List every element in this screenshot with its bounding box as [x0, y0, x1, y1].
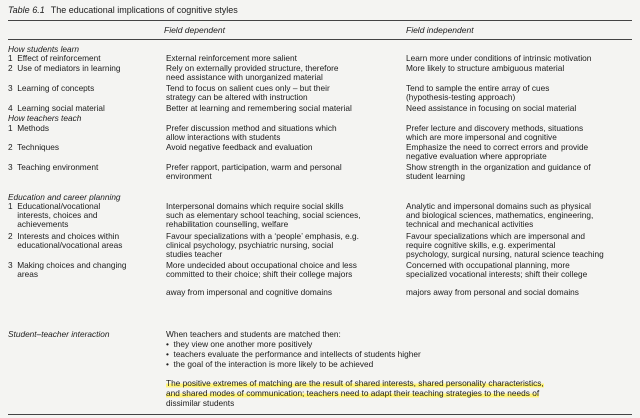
row-label-learning-of-concepts: 3 Learning of concepts	[8, 83, 95, 93]
interaction-conclusion-line-2	[166, 389, 539, 398]
cell-dependent-vocational-interests: Interpersonal domains which require social skills such as elementary school teaching, social sciences, rehabilitation counselling, welfare	[166, 201, 361, 230]
cell-dependent-making-choices: More undecided about occupational choice and less committed to their choice; shift their college majors away from impersonal and cognitive domains	[166, 260, 357, 298]
interaction-intro: When teachers and students are matched then:	[166, 329, 341, 339]
cell-dependent-concepts: Tend to focus on salient cues only – but their strategy can be altered with instruction	[166, 83, 330, 103]
interaction-bullet-2: • teachers evaluate the performance and intellects of students higher	[166, 349, 421, 359]
section-how-teachers-teach: How teachers teach	[8, 113, 82, 123]
cell-independent-techniques: Emphasize the need to correct errors and provide negative evaluation where appropriate	[406, 142, 589, 162]
row-label-interests-and-choices: 2 Interests and choices within educational/vocational areas	[8, 231, 123, 251]
table-caption	[8, 5, 238, 15]
column-header-field-dependent: Field dependent	[164, 25, 225, 35]
table-title: The educational implications of cognitive styles	[50, 5, 238, 15]
bottom-rule	[8, 414, 632, 415]
cell-independent-methods: Prefer lecture and discovery methods, situations which are more impersonal and cognitive	[406, 123, 584, 143]
interaction-bullet-1: • they view one another more positively	[166, 339, 313, 349]
cell-dependent-methods: Prefer discussion method and situations which allow interactions with students	[166, 123, 337, 143]
header-rule	[8, 39, 632, 40]
row-label-methods: 1 Methods	[8, 123, 50, 133]
cell-independent-vocational-interests: Analytic and impersonal domains such as physical and biological sciences, mathematics, engineering, technical and mechanical activities	[406, 201, 594, 230]
cell-independent-interests-choices: Favour specializations which are impersonal and require cognitive skills, e.g. experimental psychology, surgical nursing, natural science teaching	[406, 231, 604, 260]
cell-independent-social-material: Need assistance in focusing on social material	[406, 103, 577, 113]
section-how-students-learn: How students learn	[8, 44, 80, 54]
interaction-bullet-3: • the goal of the interaction is more likely to be achieved	[166, 359, 374, 369]
interaction-conclusion-line-3: dissimilar students	[166, 398, 235, 408]
cell-dependent-techniques: Avoid negative feedback and evaluation	[166, 142, 313, 152]
row-label-making-choices: 3 Making choices and changing areas	[8, 260, 127, 280]
row-label-effect-of-reinforcement: 1 Effect of reinforcement	[8, 53, 101, 63]
section-education-career-planning: Education and career planning	[8, 192, 121, 202]
cell-independent-teaching-environment: Show strength in the organization and guidance of student learning	[406, 162, 591, 182]
interaction-conclusion-line-1	[166, 379, 544, 388]
row-label-use-of-mediators: 2 Use of mediators in learning	[8, 63, 121, 73]
cell-dependent-teaching-environment: Prefer rapport, participation, warm and personal environment	[166, 162, 342, 182]
cell-independent-mediators: More likely to structure ambiguous material	[406, 63, 565, 73]
cell-dependent-mediators: Rely on externally provided structure, therefore need assistance with unorganized material	[166, 63, 339, 83]
highlighted-text-2: and shared modes of communication; teachers need to adapt their teaching strategies to the needs of	[166, 388, 540, 398]
cell-dependent-interests-choices: Favour specializations with a ‘people’ emphasis, e.g. clinical psychology, psychiatric nursing, social studies teacher	[166, 231, 359, 260]
row-label-teaching-environment: 3 Teaching environment	[8, 162, 99, 172]
section-student-teacher-interaction: Student–teacher interaction	[8, 329, 110, 339]
cell-dependent-social-material: Better at learning and remembering social material	[166, 103, 352, 113]
cell-dependent-reinforcement: External reinforcement more salient	[166, 53, 297, 63]
column-header-field-independent: Field independent	[406, 25, 474, 35]
row-label-learning-social-material: 4 Learning social material	[8, 103, 105, 113]
row-label-techniques: 2 Techniques	[8, 142, 60, 152]
cell-independent-making-choices: Concerned with occupational planning, more specialized vocational interests; shift their college majors away from personal and social domains	[406, 260, 588, 298]
highlighted-text-1: The positive extremes of matching are the result of shared interests, shared personality characteristics,	[166, 378, 544, 388]
cell-independent-reinforcement: Learn more under conditions of intrinsic motivation	[406, 53, 592, 63]
row-label-educational-vocational-interests: 1 Educational/vocational interests, choices and achievements	[8, 201, 101, 230]
cell-independent-concepts: Tend to sample the entire array of cues (hypothesis-testing approach)	[406, 83, 550, 103]
table-number: Table 6.1	[8, 5, 45, 15]
top-rule	[8, 20, 632, 21]
